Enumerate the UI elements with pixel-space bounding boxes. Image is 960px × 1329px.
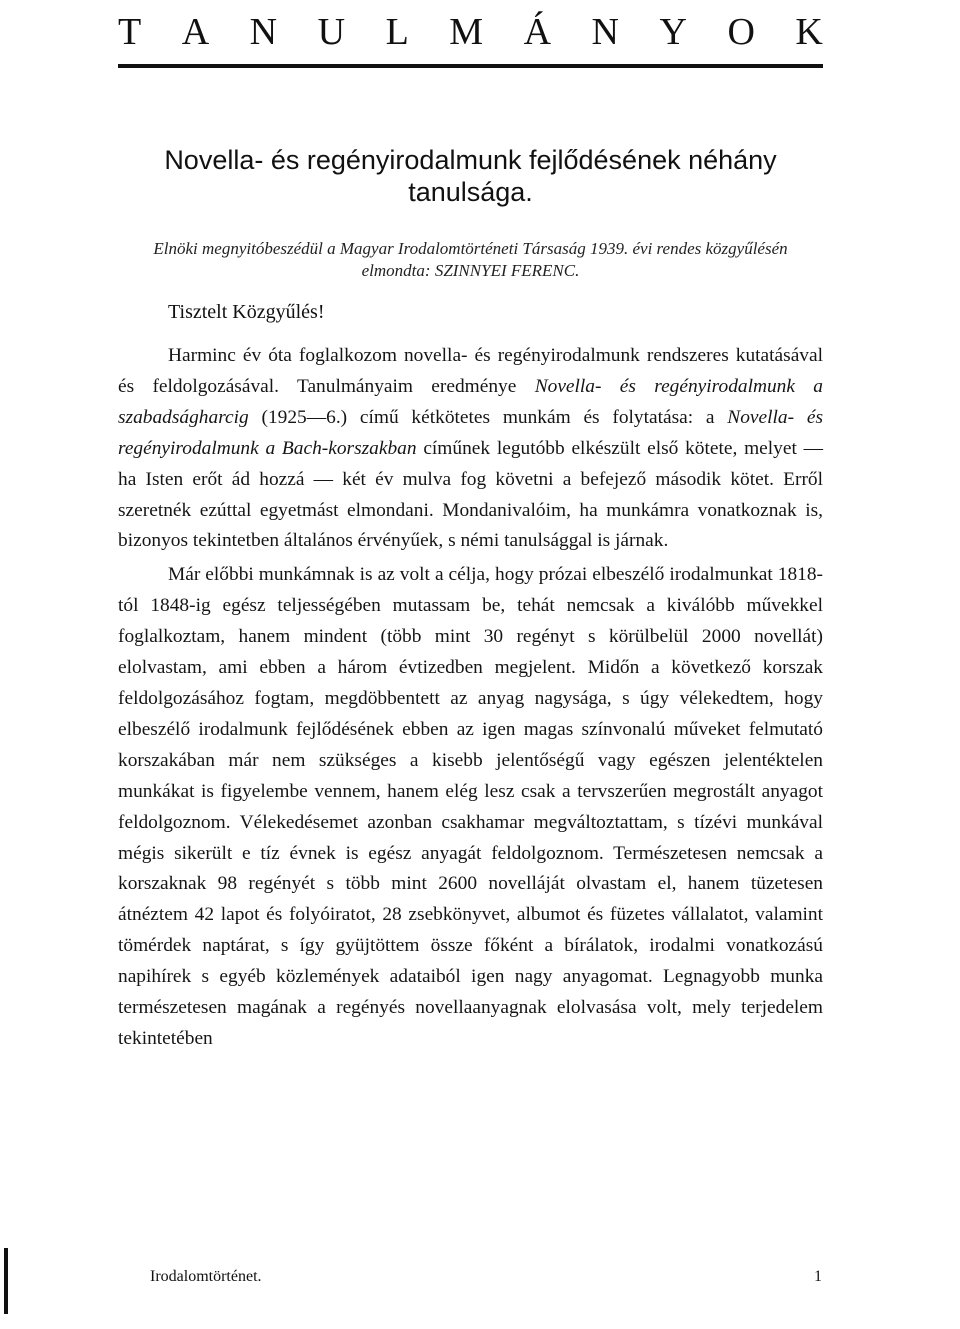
section-heading — [118, 10, 823, 54]
salutation: Tisztelt Közgyűlés! — [168, 301, 325, 323]
section-heading-letter: U — [317, 11, 346, 53]
section-heading-letter: M — [449, 11, 484, 53]
section-heading-letter: O — [727, 11, 755, 53]
section-heading-letter: A — [181, 11, 210, 53]
section-heading-letter: L — [385, 11, 409, 53]
paragraph — [118, 341, 823, 557]
margin-mark — [4, 1248, 8, 1314]
page-footer — [150, 1267, 822, 1287]
section-heading-letter: N — [591, 11, 619, 53]
section-heading-letter: T — [118, 11, 142, 53]
text-run: Harminc év óta foglalkozom novella- és regényirodalmunk rendszeres kutatásával és feldolgozásával. Tanulmányaim eredménye — [118, 345, 823, 397]
work-title: Novella- és regényirodalmunk a szabadságharcig — [118, 375, 823, 428]
journal-name: Irodalomtörténet. — [150, 1268, 262, 1285]
section-heading-letter: Y — [659, 11, 687, 53]
text-run: (1925—6.) című kétkötetes munkám és folytatása: a — [248, 406, 728, 428]
section-heading-letter: K — [795, 11, 823, 53]
paragraph: Már előbbi munkámnak is az volt a célja, hogy prózai elbeszélő irodalmunkat 1818-tól 1848-ig egész teljességében mutassam be, tehát nemcsak a kiválóbb művekkel foglalkoztam, hanem mindent (több mint 30 regényt s körülbelül 2000 novellát) elolvastam, ami ebben a három évtizedben megjelent. Midőn a következő korszak feldolgozásához fogtam, megdöbbentett az anyag nagysága, s úgy vélekedtem, hogy elbeszélő irodalmunk fejlődésének ebben az igen magas színvonalú műveket felmutató korszakában már nem szükséges a kisebb jelentőségű vagy egészen jelentéktelen munkákat is figyelembe vennem, hanem elég lesz csak a tervszerűen megrostált anyagot feldolgoznom. Vélekedésemet azonban csakhamar megváltoztattam, s tízévi munkával mégis sikerült e tíz évnek is egész anyagát feldolgoznom. Természetesen nemcsak a korszaknak 98 regényét s több mint 2600 novelláját olvastam el, hanem tüzetesen átnéztem 42 lapot és folyóiratot, 28 zsebkönyvet, albumot és füzetes vállalatot, valamint tömérdek naptárat, s így gyüjtöttem össze főként a bírálatok, irodalmi vonatkozású napihírek s egyéb közlemények adataiból igen nagy anyagomat. Legnagyobb munka természetesen magának a regényés novellaanyagnak elolvasása volt, mely terjedelem tekintetében — [118, 564, 823, 1049]
page-number: 1 — [814, 1268, 822, 1285]
work-title: Novella- és regényirodalmunk a Bach-korszakban — [118, 406, 823, 459]
body-text — [118, 341, 823, 1055]
section-heading-letter: Á — [523, 11, 552, 53]
section-heading-letter: N — [249, 11, 278, 53]
article-title: Novella- és regényirodalmunk fejlődésének néhány tanulsága. — [164, 145, 777, 207]
article-subtitle: Elnöki megnyitóbeszédül a Magyar Irodalomtörténeti Társaság 1939. évi rendes közgyűlésén elmondta: SZINNYEI FERENC. — [153, 239, 788, 280]
heading-rule — [118, 64, 823, 68]
text-run: címűnek legutóbb elkészült első kötete, melyet — ha Isten erőt ád hozzá — két év mulva fog követni a befejező második kötet. Erről szeretnék ezúttal egyetmást elmondani. Mondanivalóim, ha munkámra vonatkoznak is, bizonyos tekintetben általános érvényűek, s némi tanulsággal is járnak. — [118, 437, 823, 552]
